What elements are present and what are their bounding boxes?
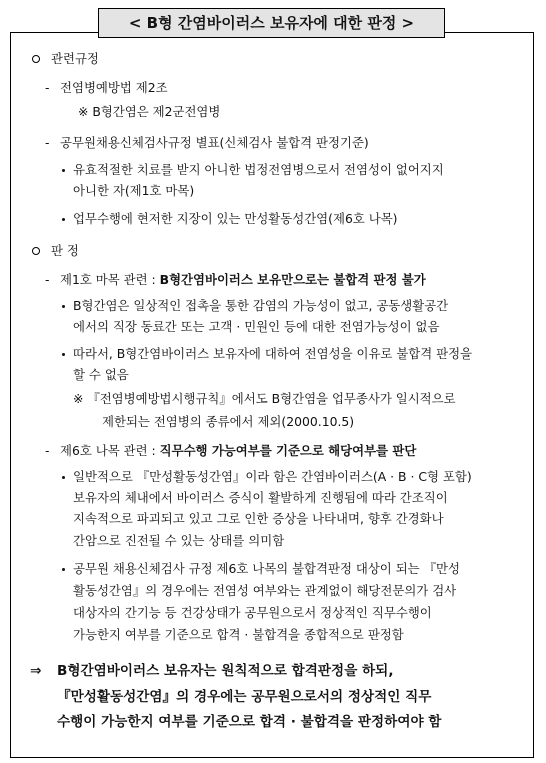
judgment-note-line: 제한되는 전염병의 종류에서 제외(2000.10.5) <box>102 414 355 429</box>
judgment-item-line: 따라서, B형간염바이러스 보유자에 대하여 전염성을 이유로 불합격 판정을 <box>73 346 473 361</box>
middle-dot-icon <box>62 353 65 356</box>
dash-marker: - <box>45 272 50 287</box>
judgment-note-line: ※ 『전염병예방법시행규칙』에서도 B형간염을 업무종사가 일시적으로 <box>73 391 456 406</box>
conclusion-line: B형간염바이러스 보유자는 원칙적으로 합격판정을 하되, <box>57 663 394 679</box>
middle-dot-icon <box>62 169 65 172</box>
section-heading-judgment: 판 정 <box>51 243 79 258</box>
judgment-label: 제1호 마목 관련 : <box>60 272 160 287</box>
document-title: < B형 간염바이러스 보유자에 대한 판정 > <box>98 8 445 38</box>
judgment-item-line: 일반적으로 『만성활동성간염』이라 함은 간염바이러스(A · B · C형 포함) <box>73 469 472 484</box>
judgment-conclusion: 직무수행 가능여부를 기준으로 해당여부를 판단 <box>159 443 417 458</box>
dash-marker: - <box>45 443 50 458</box>
dash-marker: - <box>45 80 50 95</box>
judgment-conclusion: B형간염바이러스 보유만으로는 불합격 판정 불가 <box>159 272 426 287</box>
middle-dot-icon <box>62 305 65 308</box>
judgment-item-line: 대상자의 간기능 등 건강상태가 공무원으로서 정상적인 직무수행이 <box>73 605 432 620</box>
middle-dot-icon <box>62 476 65 479</box>
judgment-item-line: 보유자의 체내에서 바이러스 증식이 활발하게 진행됨에 따라 간조직이 <box>73 490 448 505</box>
judgment-item-line: 활동성간염』의 경우에는 전염성 여부와는 관계없이 해당전문의가 검사 <box>73 583 457 598</box>
conclusion-line: 수행이 가능한지 여부를 기준으로 합격 · 불합격을 판정하여야 함 <box>57 714 442 730</box>
law-item-infectious-disease-act: 전염병예방법 제2조 <box>60 80 168 95</box>
judgment-item-line: 가능한지 여부를 기준으로 합격 · 불합격을 종합적으로 판정함 <box>73 627 404 642</box>
circle-bullet-icon <box>32 247 40 255</box>
judgment-heading-2 <box>60 443 416 459</box>
judgment-heading-1 <box>60 272 426 288</box>
judgment-item-line: 에서의 직장 동료간 또는 고객 · 민원인 등에 대한 전염가능성이 없음 <box>73 319 440 334</box>
judgment-item-line: 할 수 없음 <box>73 367 129 382</box>
section-heading-regulations: 관련규정 <box>51 51 99 66</box>
judgment-label: 제6호 나목 관련 : <box>60 443 160 458</box>
conclusion-line: 『만성활동성간염』의 경우에는 공무원으로서의 정상적인 직무 <box>57 689 432 705</box>
criteria-item-line: 유효적절한 치료를 받지 아니한 법정전염병으로서 전염성이 없어지지 <box>73 162 444 177</box>
judgment-item-line: 지속적으로 파괴되고 있고 그로 인한 증상을 나타내며, 향후 간경화나 <box>73 511 444 526</box>
law-note: ※ B형간염은 제2군전염병 <box>78 104 221 119</box>
circle-bullet-icon <box>32 55 40 63</box>
judgment-item-line: 간암으로 진전될 수 있는 상태를 의미함 <box>73 533 285 548</box>
dash-marker: - <box>45 135 50 150</box>
middle-dot-icon <box>62 218 65 221</box>
arrow-icon: ⇒ <box>30 663 42 679</box>
criteria-item-line: 아니한 자(제1호 마목) <box>73 183 195 198</box>
law-item-physical-exam-rules: 공무원채용신체검사규정 별표(신체검사 불합격 판정기준) <box>60 135 369 150</box>
judgment-item-line: B형간염은 일상적인 접촉을 통한 감염의 가능성이 없고, 공동생활공간 <box>73 298 449 313</box>
middle-dot-icon <box>62 568 65 571</box>
judgment-item-line: 공무원 채용신체검사 규정 제6호 나목의 불합격판정 대상이 되는 『만성 <box>73 561 460 576</box>
criteria-item-line: 업무수행에 현저한 지장이 있는 만성활동성간염(제6호 나목) <box>73 211 398 226</box>
